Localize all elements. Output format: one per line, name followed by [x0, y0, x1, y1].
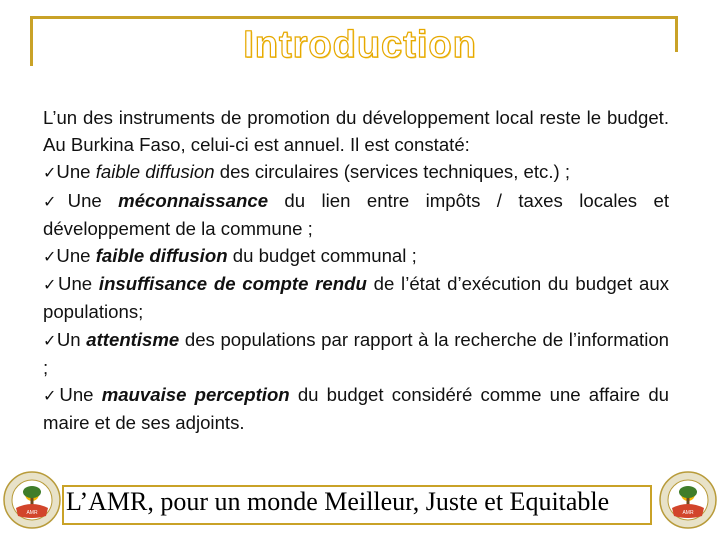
bullet-item: ✓Un attentisme des populations par rapport à la recherche de l’information ; [43, 328, 670, 378]
check-icon: ✓ [43, 247, 57, 267]
bullet-item: ✓Une insuffisance de compte rendu de l’état d’exécution du budget aux populations; [43, 273, 670, 323]
check-icon: ✓ [43, 191, 68, 211]
check-icon: ✓ [43, 386, 60, 406]
intro-paragraph: L’un des instruments de promotion du développement local reste le budget. Au Burkina Faso, celui-ci est annuel. Il est constaté: [43, 107, 669, 156]
bullet-emphasis: attentisme [86, 328, 180, 350]
svg-text:AMR: AMR [682, 510, 694, 516]
bullet-item: ✓Une faible diffusion des circulaires (services techniques, etc.) ; [43, 161, 571, 183]
amr-emblem-right [658, 470, 718, 530]
check-icon: ✓ [43, 275, 59, 295]
bullet-emphasis: insuffisance de compte rendu [98, 273, 367, 295]
bullet-emphasis: faible diffusion [95, 245, 228, 267]
bullet-emphasis: méconnaissance [118, 189, 269, 211]
check-icon: ✓ [43, 330, 57, 350]
slogan-text: L’AMR, pour un monde Meilleur, Juste et Equitable [66, 487, 610, 516]
bullet-emphasis: faible diffusion [95, 161, 215, 183]
bullet-item: ✓Une mauvaise perception du budget considéré comme une affaire du maire et de ses adjoints. [43, 384, 669, 434]
svg-text:AMR: AMR [26, 510, 38, 516]
slide-body [43, 104, 669, 436]
bullet-item: ✓Une faible diffusion du budget communal ; [43, 245, 417, 267]
check-icon: ✓ [43, 163, 57, 183]
frame-top-border [30, 16, 678, 19]
amr-emblem-left [2, 470, 62, 530]
bullet-item: ✓Une méconnaissance du lien entre impôts / taxes locales et développement de la commune ; [43, 189, 670, 239]
slide-title: Introduction [243, 24, 477, 66]
bullet-emphasis: mauvaise perception [101, 384, 290, 406]
